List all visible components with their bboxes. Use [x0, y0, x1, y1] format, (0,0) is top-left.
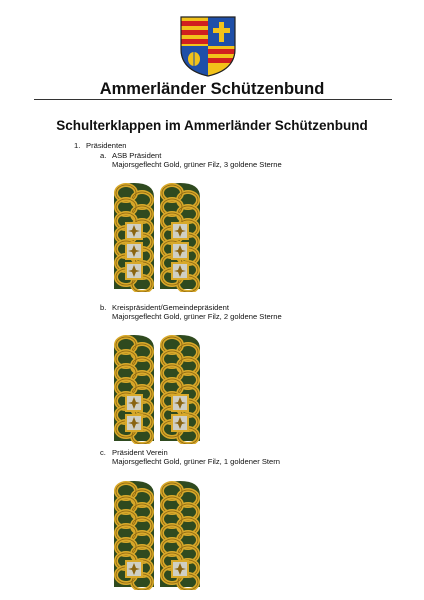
- item-c-letter: c.: [100, 448, 106, 457]
- section-number: 1.: [74, 141, 81, 150]
- shoulder-strap-pair: [108, 332, 208, 444]
- item-c-title: Präsident Verein: [112, 448, 168, 457]
- shoulder-strap-pair: [108, 180, 208, 292]
- shoulder-straps-image-a: [108, 180, 208, 292]
- shoulder-straps-image-c: [108, 478, 208, 590]
- item-b-letter: b.: [100, 303, 107, 312]
- section-label: Präsidenten: [86, 141, 127, 150]
- organization-title: Ammerländer Schützenbund: [99, 80, 325, 98]
- header-divider: [34, 99, 392, 100]
- item-a-letter: a.: [100, 151, 107, 160]
- item-a-title: ASB Präsident: [112, 151, 162, 160]
- item-b-description: Majorsgeflecht Gold, grüner Filz, 2 goldene Sterne: [112, 312, 282, 321]
- shoulder-straps-image-b: [108, 332, 208, 444]
- coat-of-arms-icon: [179, 15, 237, 77]
- item-a-description: Majorsgeflecht Gold, grüner Filz, 3 goldene Sterne: [112, 160, 282, 169]
- document-heading: Schulterklappen im Ammerländer Schützenbund: [56, 118, 368, 133]
- item-b-title: Kreispräsident/Gemeindepräsident: [112, 303, 229, 312]
- item-c-description: Majorsgeflecht Gold, grüner Filz, 1 goldener Stern: [112, 457, 280, 466]
- shoulder-strap-pair: [108, 478, 208, 590]
